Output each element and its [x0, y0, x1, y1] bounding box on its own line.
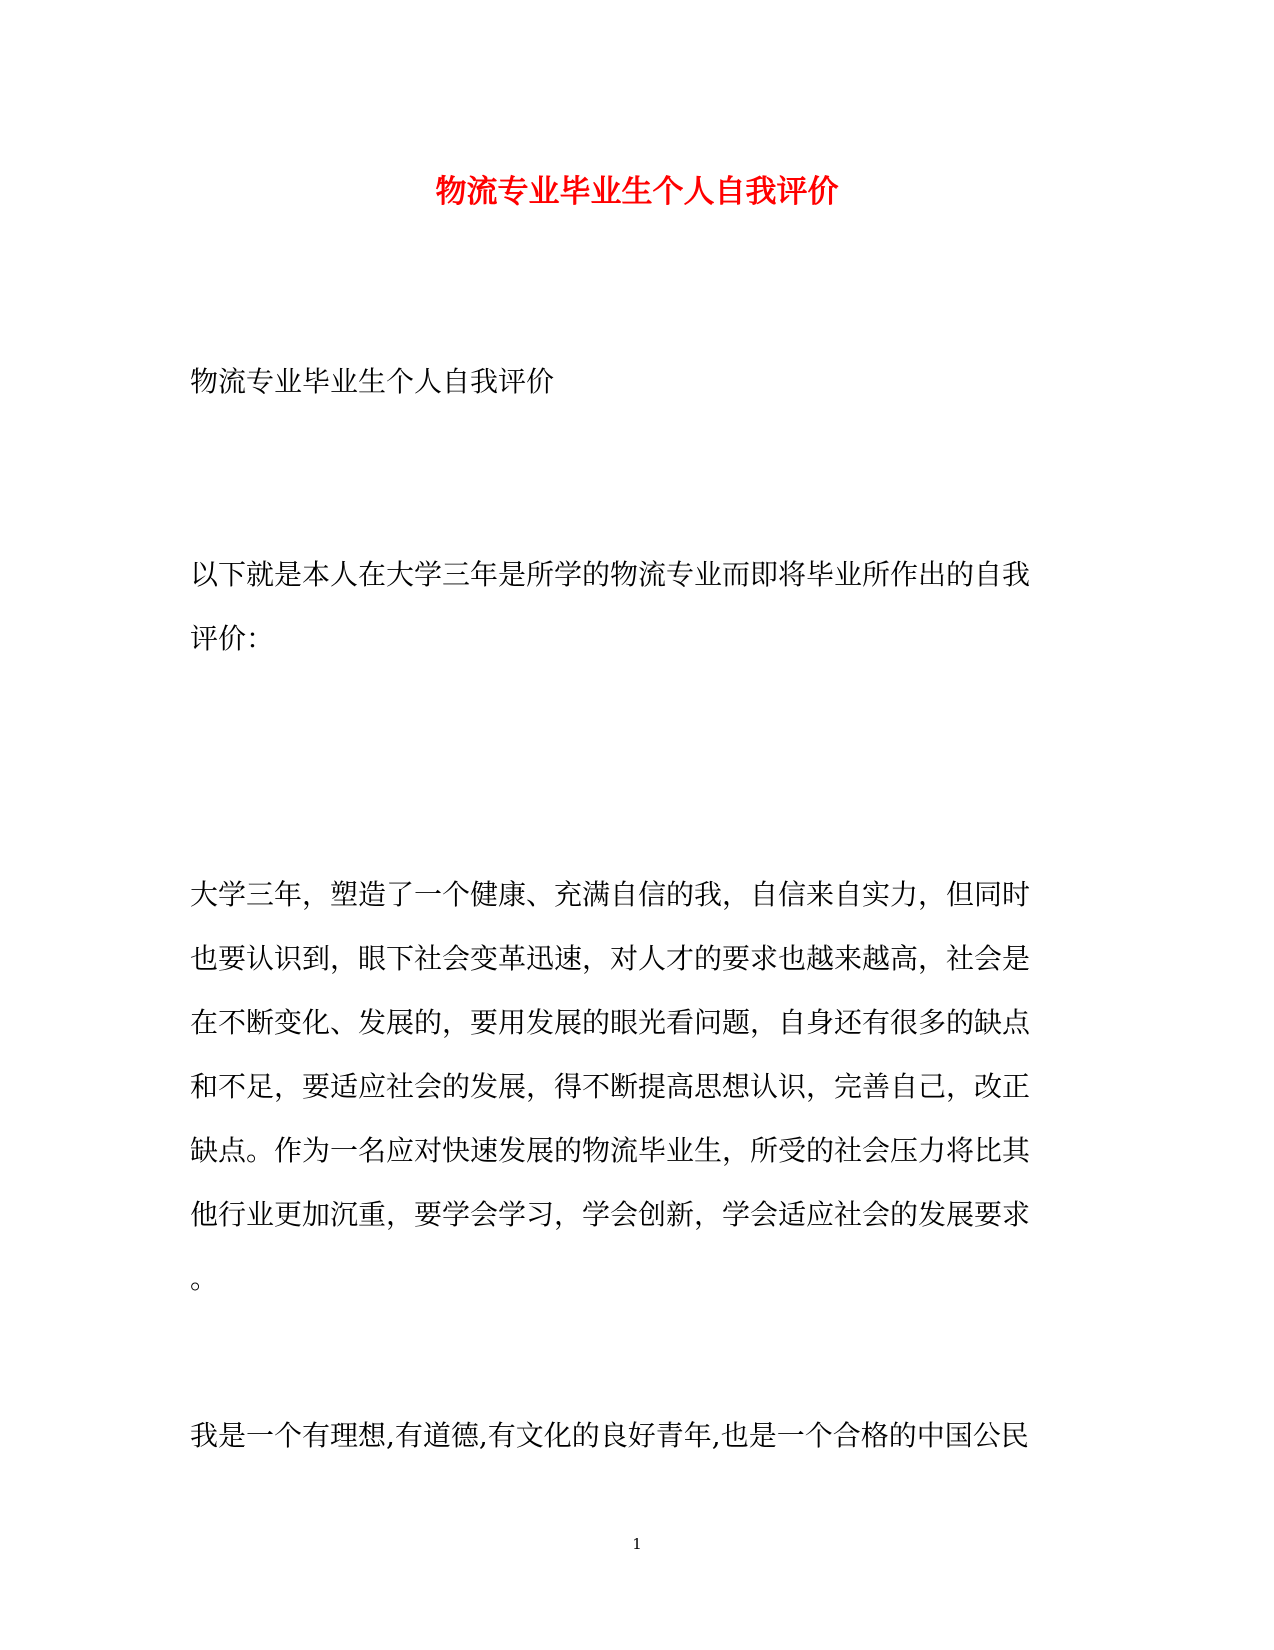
paragraph-closing: 我是一个有理想,有道德,有文化的良好青年,也是一个合格的中国公民 [190, 1419, 1029, 1452]
paragraph-intro: 以下就是本人在大学三年是所学的物流专业而即将毕业所作出的自我 评价： [190, 558, 1031, 655]
paragraph-body: 大学三年，塑造了一个健康、充满自信的我，自信来自实力，但同时 也要认识到，眼下社会变革迅速，对人才的要求也越来越高，社会是 在不断变化、发展的，要用发展的眼光看问题，自身还有很多的缺点 和不足，要适应社会的发展，得不断提高思想认识，完善自己，改正 缺点。作为一名应对快速发展的物流毕业生，所受的社会压力将比其 他行业更加沉重，要学会学习，学会创新，学会适应社会的发展要求 。 [190, 878, 1031, 1295]
document-subtitle: 物流专业毕业生个人自我评价 [190, 365, 555, 398]
document-title: 物流专业毕业生个人自我评价 [435, 174, 839, 210]
page-number: 1 [632, 1535, 642, 1553]
